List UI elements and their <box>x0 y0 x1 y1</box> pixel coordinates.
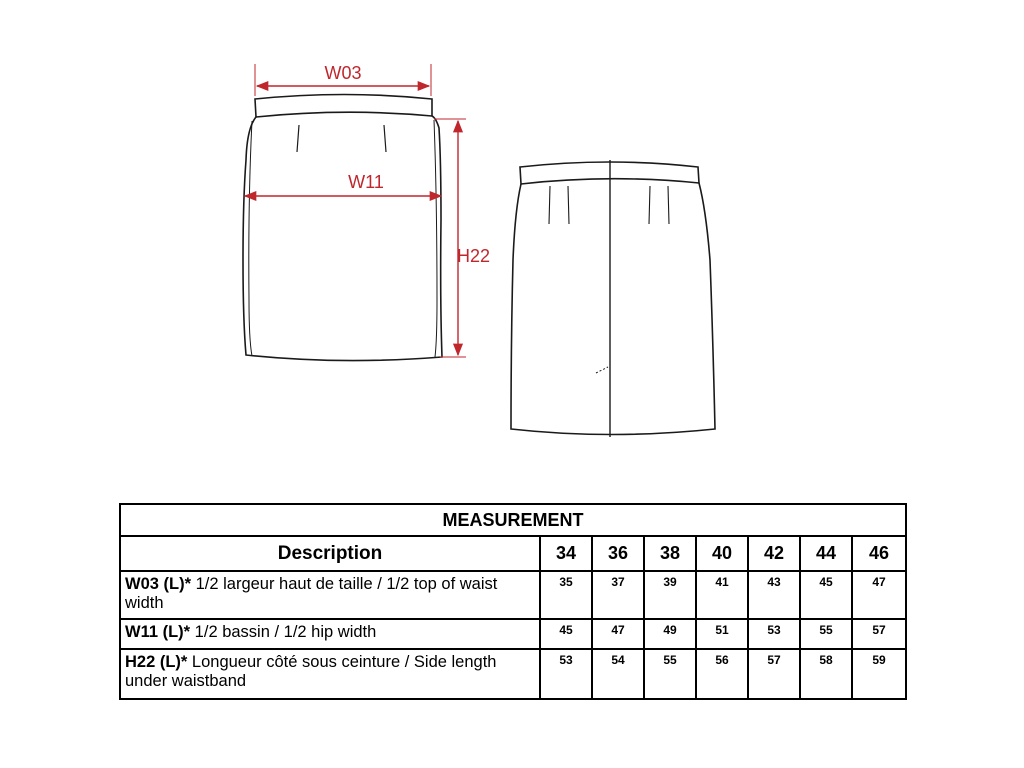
row-text: 1/2 largeur haut de taille / 1/2 top of waist width <box>125 575 498 612</box>
size-header-46: 46 <box>852 536 906 571</box>
value-cell: 49 <box>644 619 696 649</box>
value-cell: 54 <box>592 649 644 699</box>
table-row <box>120 571 906 619</box>
value-cell: 45 <box>800 571 852 619</box>
row-description-w03 <box>120 571 540 619</box>
table-row <box>120 619 906 649</box>
back-vent-stitch <box>596 367 608 373</box>
skirt-back-view <box>511 160 715 437</box>
dimension-label-h22: H22 <box>457 246 491 266</box>
row-code: W11 (L)* <box>125 623 191 641</box>
value-cell: 39 <box>644 571 696 619</box>
value-cell: 37 <box>592 571 644 619</box>
dimension-label-w03: W03 <box>324 63 362 83</box>
value-cell: 53 <box>540 649 592 699</box>
value-cell: 43 <box>748 571 800 619</box>
size-header-36: 36 <box>592 536 644 571</box>
value-cell: 59 <box>852 649 906 699</box>
value-cell: 55 <box>800 619 852 649</box>
value-cell: 45 <box>540 619 592 649</box>
value-cell: 57 <box>748 649 800 699</box>
front-waistband <box>255 95 432 118</box>
size-header-38: 38 <box>644 536 696 571</box>
back-dart-right-2 <box>668 186 669 224</box>
front-side-seam-right <box>434 120 437 357</box>
back-body-outline <box>511 183 715 435</box>
back-dart-right-1 <box>649 186 650 224</box>
value-cell: 58 <box>800 649 852 699</box>
front-dart-right <box>384 125 386 152</box>
measurement-table <box>119 503 907 700</box>
front-side-seam-left <box>249 121 252 356</box>
value-cell: 51 <box>696 619 748 649</box>
size-header-40: 40 <box>696 536 748 571</box>
size-header-34: 34 <box>540 536 592 571</box>
table-row <box>120 649 906 699</box>
size-header-42: 42 <box>748 536 800 571</box>
description-header: Description <box>120 536 540 571</box>
dimension-h22 <box>434 119 490 357</box>
row-description-w11 <box>120 619 540 649</box>
row-code: H22 (L)* <box>125 653 188 671</box>
row-text: Longueur côté sous ceinture / Side length under waistband <box>125 653 497 690</box>
table-title: MEASUREMENT <box>120 504 906 536</box>
row-description-h22 <box>120 649 540 699</box>
front-dart-left <box>297 125 299 152</box>
value-cell: 47 <box>852 571 906 619</box>
back-dart-left-1 <box>549 186 550 224</box>
dimension-w03 <box>255 63 431 96</box>
back-dart-left-2 <box>568 186 569 224</box>
size-header-44: 44 <box>800 536 852 571</box>
front-body-outline <box>243 116 442 361</box>
value-cell: 53 <box>748 619 800 649</box>
value-cell: 41 <box>696 571 748 619</box>
dimension-w11 <box>245 172 441 196</box>
skirt-front-view <box>243 95 442 361</box>
table-header-row <box>120 536 906 571</box>
value-cell: 47 <box>592 619 644 649</box>
value-cell: 57 <box>852 619 906 649</box>
value-cell: 35 <box>540 571 592 619</box>
dimension-label-w11: W11 <box>348 172 384 192</box>
value-cell: 56 <box>696 649 748 699</box>
value-cell: 55 <box>644 649 696 699</box>
row-text: 1/2 bassin / 1/2 hip width <box>190 623 377 641</box>
row-code: W03 (L)* <box>125 575 191 593</box>
